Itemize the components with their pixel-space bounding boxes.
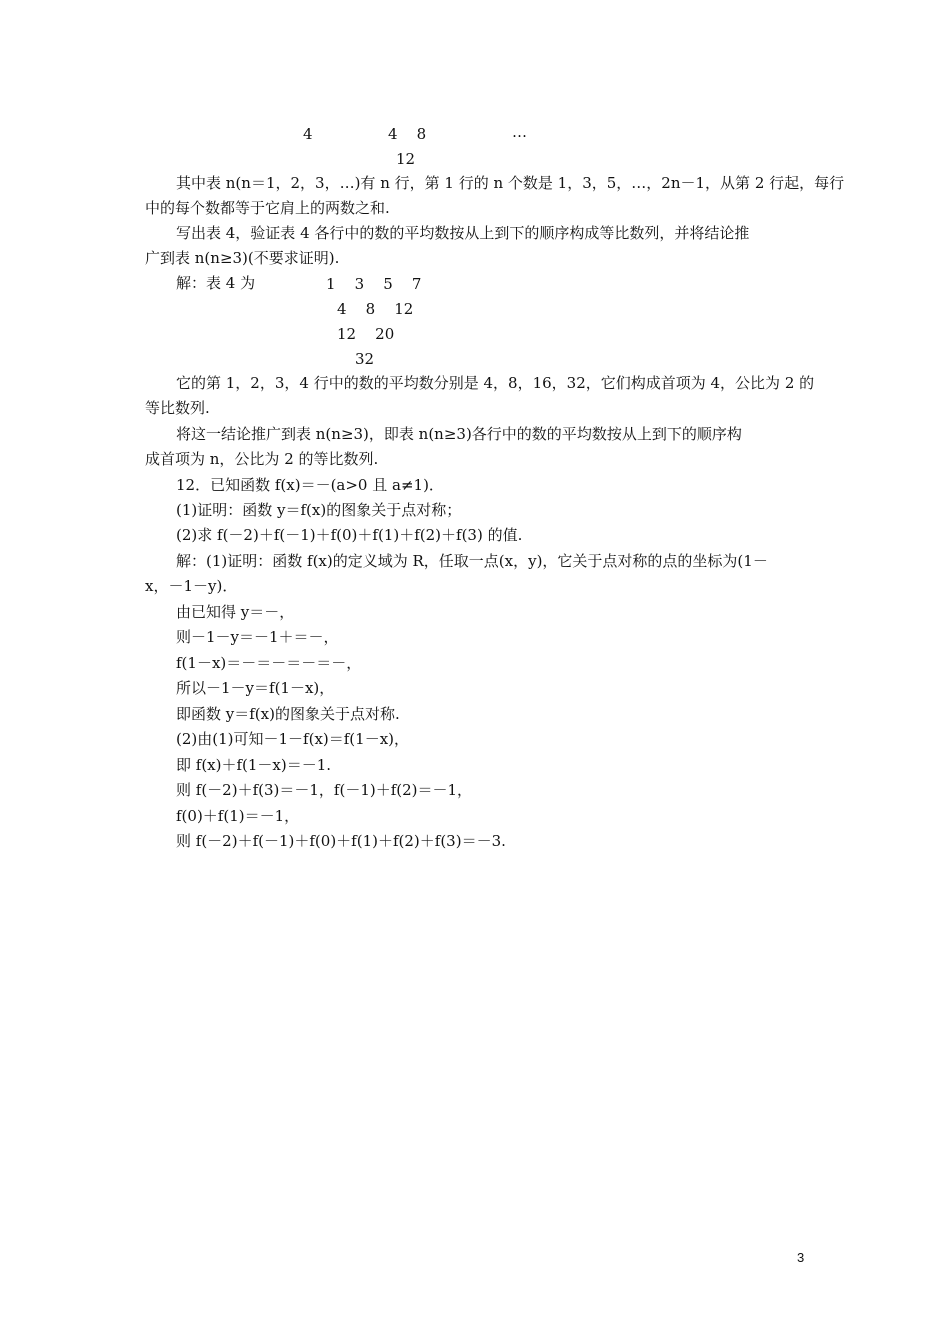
solution11-line4: 成首项为 n，公比为 2 的等比数列. (145, 450, 379, 468)
solution12-line12: 则 f(－2)＋f(－1)＋f(0)＋f(1)＋f(2)＋f(3)＝－3. (176, 832, 506, 850)
table4-row-4: 32 (355, 350, 375, 368)
solution12-line3: 由已知得 y＝－， (176, 603, 295, 621)
solution11-line3: 将这一结论推广到表 n(n≥3)，即表 n(n≥3)各行中的数的平均数按从上到下的顺序构 (176, 425, 742, 443)
solution12-line8: (2)由(1)可知－1－f(x)＝f(1－x)， (176, 730, 410, 748)
problem11-line2: 中的每个数都等于它肩上的两数之和. (145, 199, 390, 217)
table4-row-3: 12 20 (337, 325, 395, 343)
solution12-line7: 即函数 y＝f(x)的图象关于点对称. (176, 705, 400, 723)
problem12-line1: 12．已知函数 f(x)＝－(a>0 且 a≠1)． (176, 476, 444, 494)
table4-row-1: 1 3 5 7 (326, 275, 422, 293)
top-table-ellipsis: … (512, 123, 527, 141)
solution12-line10: 则 f(－2)＋f(3)＝－1，f(－1)＋f(2)＝－1， (176, 781, 473, 799)
problem12-line3: (2)求 f(－2)＋f(－1)＋f(0)＋f(1)＋f(2)＋f(3) 的值. (176, 526, 523, 544)
problem11-line1: 其中表 n(n＝1，2，3，…)有 n 行，第 1 行的 n 个数是 1，3，5，…，2n－1，从第 2 行起，每行 (176, 174, 845, 192)
top-table-mid-row: 4 8 (388, 125, 427, 143)
solution12-line4: 则－1－y＝－1＋＝－， (176, 628, 339, 646)
problem11-line4: 广到表 n(n≥3)(不要求证明). (145, 249, 340, 267)
solution12-line5: f(1－x)＝－＝－＝－＝－， (176, 654, 362, 672)
solution12-line1: 解：(1)证明：函数 f(x)的定义域为 R，任取一点(x，y)，它关于点对称的点的坐标为(1－ (176, 552, 768, 570)
solution12-line11: f(0)＋f(1)＝－1， (176, 807, 300, 825)
solution11-line2: 等比数列. (145, 399, 210, 417)
top-table-left-value: 4 (303, 125, 313, 143)
problem12-line2: (1)证明：函数 y＝f(x)的图象关于点对称； (176, 501, 462, 519)
problem11-line3: 写出表 4，验证表 4 各行中的数的平均数按从上到下的顺序构成等比数列，并将结论推 (176, 224, 750, 242)
solution12-line9: 即 f(x)＋f(1－x)＝－1. (176, 756, 332, 774)
solution11-line1: 它的第 1，2，3，4 行中的数的平均数分别是 4，8，16，32，它们构成首项为 4，公比为 2 的 (176, 374, 815, 392)
solution12-line6: 所以－1－y＝f(1－x)， (176, 679, 335, 697)
top-table-bottom-value: 12 (396, 150, 416, 168)
page-number: 3 (797, 1250, 805, 1265)
table4-row-2: 4 8 12 (337, 300, 414, 318)
solution11-label: 解：表 4 为 (176, 274, 256, 292)
solution12-line2: x，－1－y)． (145, 577, 238, 595)
